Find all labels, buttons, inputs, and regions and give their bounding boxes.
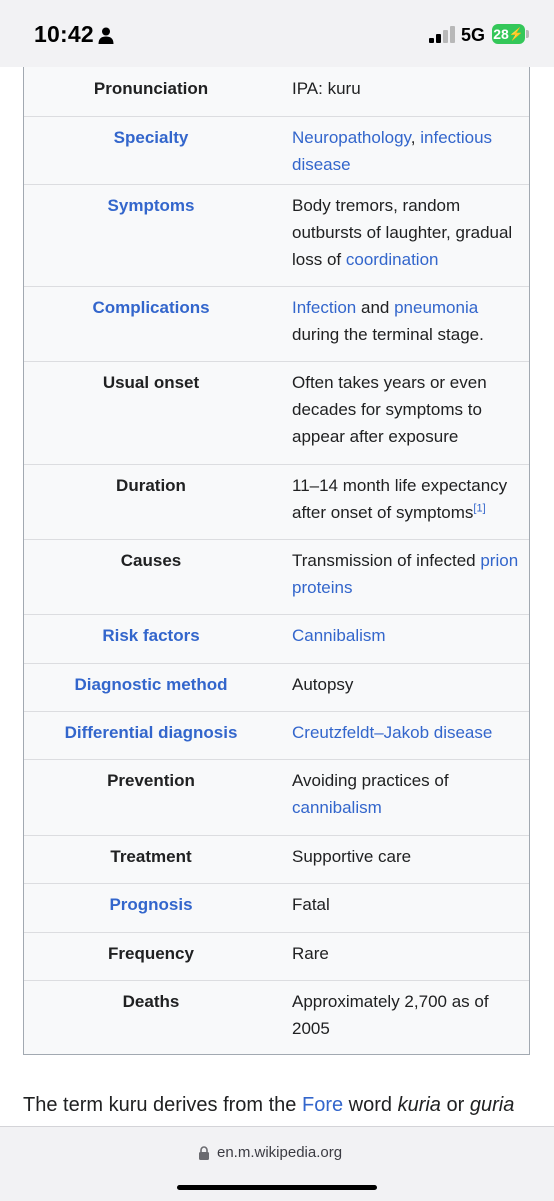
status-time: 10:42 <box>34 21 94 47</box>
infobox-value-text: Rare <box>292 944 329 963</box>
infobox-value <box>292 472 524 526</box>
cellular-signal-icon <box>429 26 455 43</box>
infobox-table <box>23 67 530 1055</box>
infobox-label: Deaths <box>122 992 180 1011</box>
infobox-label[interactable]: Specialty <box>113 128 189 147</box>
infobox-value-link[interactable]: Neuropathology <box>292 128 411 147</box>
infobox-value <box>292 843 524 870</box>
infobox-value <box>292 767 524 821</box>
infobox-label: Frequency <box>108 944 194 963</box>
infobox-label[interactable]: Complications <box>92 298 210 317</box>
infobox-label[interactable]: Differential diagnosis <box>64 723 238 742</box>
infobox-value-text: Approximately 2,700 as of 2005 <box>292 992 489 1038</box>
infobox-value <box>292 719 524 746</box>
infobox-label: Prevention <box>107 771 195 790</box>
infobox-value <box>292 940 524 967</box>
paragraph-text: guria <box>469 1094 515 1116</box>
infobox-value-text: 11–14 month life expectancy after onset of symptoms <box>292 476 508 522</box>
infobox-row <box>24 539 529 615</box>
home-indicator[interactable] <box>177 1185 377 1190</box>
infobox-label: Causes <box>120 551 182 570</box>
paragraph-text: kuria <box>397 1094 441 1116</box>
infobox-value-text: during the terminal stage. <box>292 325 484 344</box>
infobox-value-text: Autopsy <box>292 675 354 694</box>
citation-link[interactable]: [1] <box>473 502 486 515</box>
infobox-label[interactable]: Prognosis <box>109 895 193 914</box>
infobox-value-text: IPA: kuru <box>292 79 361 98</box>
infobox-value-text: Transmission of infected <box>292 551 481 570</box>
infobox-label[interactable]: Diagnostic method <box>74 675 228 694</box>
infobox-value <box>292 988 524 1042</box>
browser-address-bar[interactable] <box>0 1126 554 1201</box>
infobox-value <box>292 622 524 649</box>
infobox-value <box>292 294 524 348</box>
paragraph-text: word <box>343 1094 398 1116</box>
infobox-row <box>24 184 529 287</box>
battery-icon: 28 ⚡ <box>493 26 524 42</box>
infobox-row <box>24 711 529 760</box>
infobox-value <box>292 369 524 450</box>
infobox-label: Pronunciation <box>93 79 209 98</box>
infobox-value <box>292 192 524 273</box>
infobox-value-link[interactable]: Infection <box>292 298 357 317</box>
infobox-label[interactable]: Symptoms <box>107 196 195 215</box>
infobox-label: Usual onset <box>102 373 200 392</box>
infobox-value-text: Often takes years or even decades for symptoms to appear after exposure <box>292 373 487 446</box>
paragraph-text: or <box>440 1094 470 1116</box>
infobox-value <box>292 547 524 601</box>
url-text[interactable]: en.m.wikipedia.org <box>217 1144 343 1161</box>
infobox-row <box>24 883 529 933</box>
infobox-value-link[interactable]: coordination <box>345 250 439 269</box>
infobox-value-text: Fatal <box>292 895 330 914</box>
infobox-value <box>292 891 524 918</box>
infobox-value <box>292 671 524 698</box>
infobox-value-link[interactable]: Cannibalism <box>292 626 386 645</box>
infobox-row <box>24 361 529 465</box>
network-type: 5G <box>461 25 486 45</box>
status-bar <box>0 0 554 67</box>
infobox-row <box>24 614 529 664</box>
infobox-value-text: Supportive care <box>292 847 412 866</box>
lock-icon <box>198 1146 210 1160</box>
battery-tip <box>526 30 529 38</box>
infobox-value-link[interactable]: cannibalism <box>292 798 382 817</box>
infobox-value <box>292 124 524 178</box>
infobox-value <box>292 75 524 102</box>
article-paragraph <box>23 1094 543 1117</box>
infobox-row <box>24 464 529 540</box>
infobox-value-text: , <box>410 128 421 147</box>
infobox-value-text: Body tremors, random outbursts of laughter, gradual loss of <box>292 196 513 269</box>
paragraph-text: The term kuru derives from the <box>23 1094 302 1116</box>
infobox-value-link[interactable]: prion proteins <box>292 551 519 597</box>
infobox-row <box>24 67 529 117</box>
infobox-label: Duration <box>116 476 186 495</box>
infobox-value-link[interactable]: pneumonia <box>394 298 479 317</box>
infobox-row <box>24 932 529 981</box>
infobox-row <box>24 980 529 1055</box>
infobox-label[interactable]: Risk factors <box>102 626 200 645</box>
infobox-value-link[interactable]: infectious disease <box>292 128 493 174</box>
infobox-row <box>24 759 529 836</box>
person-icon <box>98 27 114 44</box>
infobox-row <box>24 835 529 884</box>
fore-link[interactable]: Fore <box>301 1094 344 1116</box>
infobox-row <box>24 286 529 362</box>
battery-level: 28 <box>493 26 509 42</box>
infobox-row <box>24 116 529 185</box>
infobox-value-text: Avoiding practices of <box>292 771 449 790</box>
infobox-value-link[interactable]: Creutzfeldt–Jakob disease <box>292 723 493 742</box>
infobox-label: Treatment <box>110 847 192 866</box>
infobox-value-text: and <box>356 298 395 317</box>
infobox-row <box>24 663 529 712</box>
